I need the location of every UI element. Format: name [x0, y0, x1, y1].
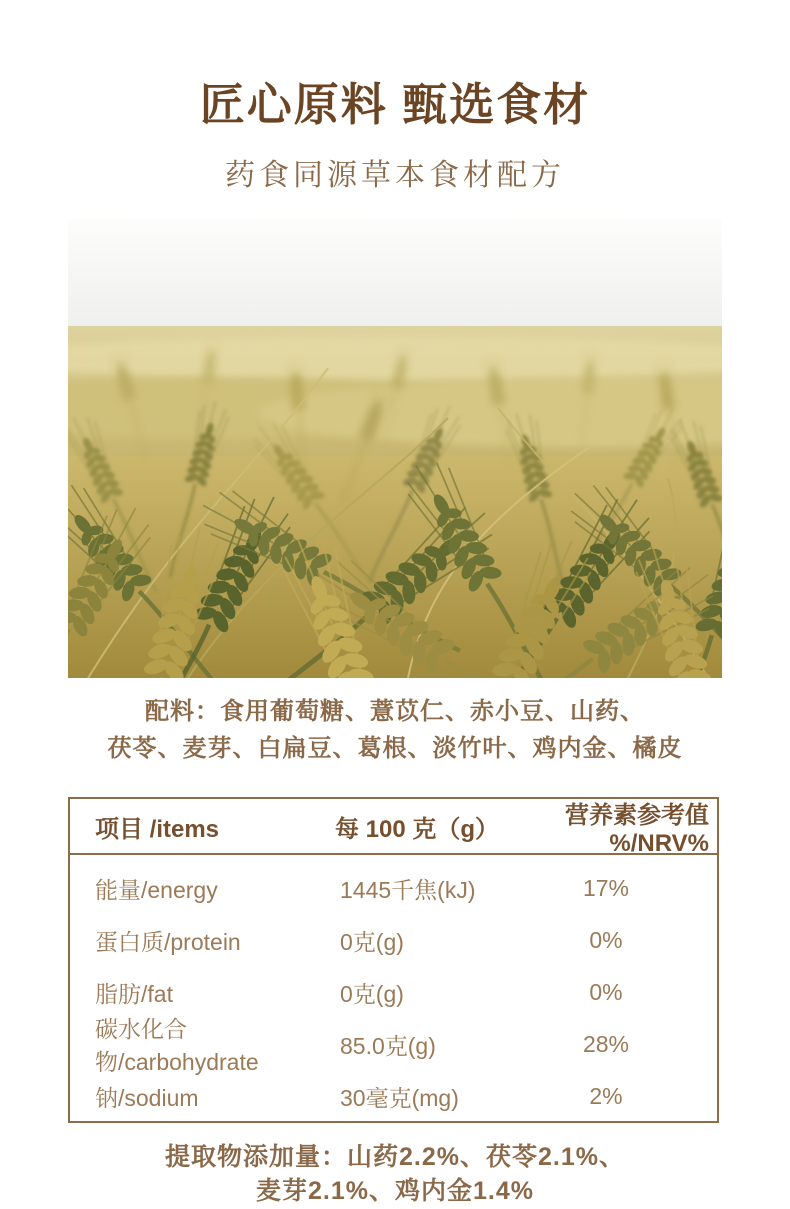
- header-per-100g: 每 100 克（g）: [335, 815, 500, 843]
- page-subtitle: 药食同源草本食材配方: [225, 159, 565, 192]
- nutrition-table-body: [70, 855, 717, 1122]
- row-amount: 85.0克(g): [340, 1032, 436, 1059]
- row-nrv: 17%: [582, 874, 630, 901]
- row-item: 钠/sodium: [95, 1084, 199, 1111]
- ingredients-text: [0, 693, 790, 767]
- row-nrv: 0%: [589, 978, 623, 1005]
- nutrition-table: [68, 797, 719, 1123]
- table-row-carbohydrate: [70, 1016, 717, 1075]
- page-title: 匠心原料 甄选食材: [199, 79, 591, 130]
- header-items: 项目 /items: [95, 815, 220, 843]
- extracts-text: [0, 1140, 790, 1208]
- row-amount: 30毫克(mg): [340, 1084, 459, 1111]
- table-row-energy: [70, 862, 717, 914]
- extracts-line2: 麦芽2.1%、鸡内金1.4%: [256, 1177, 534, 1205]
- row-item: 脂肪/fat: [95, 980, 173, 1007]
- nutrition-table-header: [70, 799, 717, 855]
- table-row-sodium: [70, 1070, 717, 1122]
- wheat-field-photo: [68, 218, 722, 678]
- row-amount: 0克(g): [340, 980, 404, 1007]
- row-amount: 0克(g): [340, 928, 404, 955]
- row-item: 能量/energy: [95, 876, 218, 903]
- table-row-protein: [70, 914, 717, 966]
- row-item: 蛋白质/protein: [95, 928, 241, 955]
- row-nrv: 2%: [589, 1082, 623, 1109]
- row-nrv: 28%: [582, 1030, 630, 1057]
- row-amount: 1445千焦(kJ): [340, 876, 476, 903]
- extracts-line1: 提取物添加量：山药2.2%、茯苓2.1%、: [165, 1143, 625, 1171]
- ingredients-line1: 配料：食用葡萄糖、薏苡仁、赤小豆、山药、: [145, 698, 645, 725]
- ingredients-line2: 茯苓、麦芽、白扁豆、葛根、淡竹叶、鸡内金、橘皮: [107, 735, 683, 762]
- row-item: 碳水化合物/carbohydrate: [95, 1016, 259, 1075]
- row-nrv: 0%: [589, 926, 623, 953]
- header-nrv: 营养素参考值 %/NRV%: [565, 801, 709, 857]
